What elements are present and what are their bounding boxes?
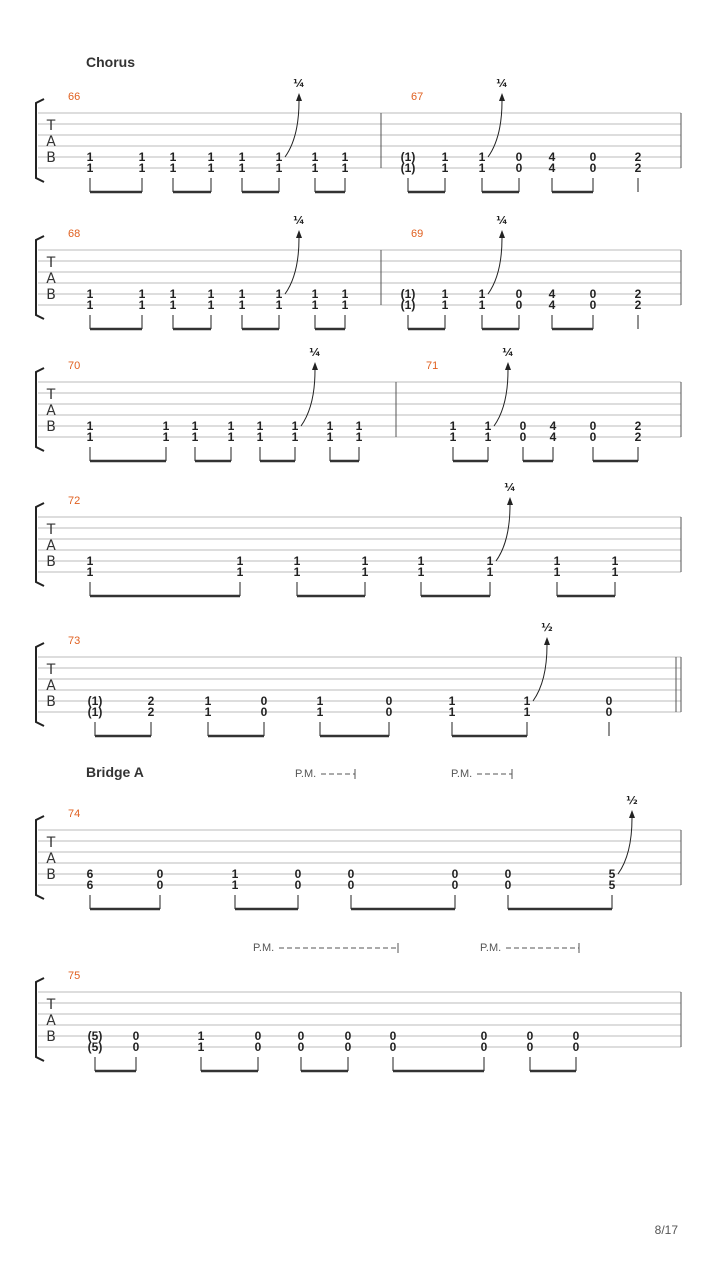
- staff-system-6: [36, 970, 681, 1071]
- fret-number: 1: [138, 298, 146, 312]
- bend-arrowhead: [507, 497, 513, 505]
- fret-number: 0: [605, 694, 613, 708]
- system-bracket: [36, 99, 44, 182]
- palm-mute-marker: [480, 942, 579, 954]
- fret-number: 1: [197, 1029, 205, 1043]
- fret-number: 1: [162, 430, 170, 444]
- fret-number: 0: [589, 161, 597, 175]
- fret-number: 0: [297, 1040, 305, 1054]
- fret-number: 4: [548, 150, 556, 164]
- fret-number: 5: [608, 878, 616, 892]
- fret-number: 1: [326, 419, 334, 433]
- fret-number: 1: [86, 554, 94, 568]
- fret-number: 2: [634, 161, 642, 175]
- system-bracket: [36, 643, 44, 726]
- fret-number: 1: [523, 694, 531, 708]
- tab-clef-letter: T: [46, 997, 56, 1013]
- fret-number: 2: [147, 705, 155, 719]
- tab-clef-letter: A: [46, 538, 56, 554]
- fret-number: 1: [553, 554, 561, 568]
- fret-number: 1: [191, 419, 199, 433]
- section-label-chorus: Chorus: [86, 54, 135, 70]
- fret-number: 1: [204, 705, 212, 719]
- bend-curve: [488, 101, 502, 157]
- fret-number: 0: [589, 287, 597, 301]
- bend-curve: [285, 238, 299, 294]
- fret-number: 1: [523, 705, 531, 719]
- tab-clef-letter: T: [46, 255, 56, 271]
- fret-number: (1): [87, 705, 103, 719]
- fret-number: 4: [548, 287, 556, 301]
- fret-number: 1: [227, 419, 235, 433]
- fret-number: 1: [311, 287, 319, 301]
- bend-curve: [285, 101, 299, 157]
- bend-arrowhead: [499, 93, 505, 101]
- staff-systems: [36, 77, 681, 1071]
- fret-number: 1: [361, 554, 369, 568]
- fret-number: 1: [484, 430, 492, 444]
- fret-number: 0: [605, 705, 613, 719]
- bend-curve: [618, 818, 632, 874]
- fret-number: 1: [256, 419, 264, 433]
- fret-number: 4: [549, 419, 557, 433]
- bend-amount: ¼: [293, 214, 305, 227]
- fret-number: 1: [341, 298, 349, 312]
- fret-number: 1: [138, 161, 146, 175]
- fret-number: 1: [448, 705, 456, 719]
- fret-number: 1: [169, 298, 177, 312]
- fret-number: 1: [207, 161, 215, 175]
- bend-arrowhead: [499, 230, 505, 238]
- fret-number: 0: [519, 419, 527, 433]
- measure-number: 72: [68, 495, 81, 507]
- fret-number: 1: [275, 161, 283, 175]
- bend-amount: ¼: [502, 346, 514, 359]
- fret-number: 0: [572, 1040, 580, 1054]
- fret-number: 1: [275, 150, 283, 164]
- fret-number: 1: [486, 554, 494, 568]
- bend-amount: ½: [626, 794, 638, 807]
- fret-number: 1: [478, 287, 486, 301]
- system-bracket: [36, 368, 44, 451]
- tab-clef-letter: A: [46, 851, 56, 867]
- fret-number: 0: [385, 694, 393, 708]
- fret-number: 1: [316, 705, 324, 719]
- fret-number: 1: [441, 298, 449, 312]
- fret-number: 1: [311, 150, 319, 164]
- bend-amount: ¼: [504, 481, 516, 494]
- fret-number: 0: [515, 150, 523, 164]
- fret-number: 1: [169, 287, 177, 301]
- section-label-bridge-a: Bridge A: [86, 764, 144, 780]
- fret-number: 4: [548, 298, 556, 312]
- staff-system-3: [36, 481, 681, 596]
- fret-number: 4: [548, 161, 556, 175]
- tab-clef-letter: A: [46, 271, 56, 287]
- tab-clef-letter: B: [46, 287, 56, 303]
- fret-number: 2: [634, 419, 642, 433]
- fret-number: (5): [87, 1029, 103, 1043]
- fret-number: 2: [634, 298, 642, 312]
- fret-number: 0: [294, 878, 302, 892]
- staff-system-2: [36, 346, 681, 461]
- fret-number: 1: [361, 565, 369, 579]
- fret-number: 1: [316, 694, 324, 708]
- fret-number: 0: [589, 430, 597, 444]
- bend-arrowhead: [312, 362, 318, 370]
- fret-number: 0: [389, 1029, 397, 1043]
- fret-number: 0: [589, 298, 597, 312]
- fret-number: 1: [191, 430, 199, 444]
- fret-number: 1: [291, 419, 299, 433]
- fret-number: 0: [344, 1040, 352, 1054]
- measure-number: 74: [68, 808, 81, 820]
- tab-clef-letter: T: [46, 387, 56, 403]
- fret-number: 1: [311, 298, 319, 312]
- measure-number: 75: [68, 970, 81, 982]
- fret-number: 1: [478, 298, 486, 312]
- fret-number: 0: [589, 150, 597, 164]
- measure-number: 71: [426, 360, 439, 372]
- fret-number: 1: [553, 565, 561, 579]
- staff-system-4: [36, 621, 681, 736]
- bend-curve: [494, 370, 508, 426]
- fret-number: 1: [484, 419, 492, 433]
- palm-mute-marker: [451, 768, 512, 780]
- fret-number: 1: [355, 419, 363, 433]
- fret-number: (1): [400, 150, 416, 164]
- fret-number: (1): [87, 694, 103, 708]
- fret-number: 1: [231, 878, 239, 892]
- fret-number: 1: [86, 287, 94, 301]
- fret-number: 2: [634, 150, 642, 164]
- palm-mute-label: P.M.: [253, 942, 275, 954]
- bend-curve: [488, 238, 502, 294]
- fret-number: 1: [417, 554, 425, 568]
- fret-number: 6: [86, 867, 94, 881]
- measure-number: 70: [68, 360, 81, 372]
- fret-number: 1: [478, 150, 486, 164]
- fret-number: 1: [86, 298, 94, 312]
- tab-clef-letter: T: [46, 118, 56, 134]
- bend-amount: ¼: [496, 77, 508, 90]
- fret-number: 0: [156, 867, 164, 881]
- fret-number: (1): [400, 287, 416, 301]
- fret-number: 1: [86, 430, 94, 444]
- fret-number: 0: [347, 878, 355, 892]
- system-bracket: [36, 816, 44, 899]
- fret-number: 1: [441, 161, 449, 175]
- fret-number: 1: [231, 867, 239, 881]
- fret-number: 0: [297, 1029, 305, 1043]
- fret-number: 1: [448, 694, 456, 708]
- fret-number: 0: [480, 1029, 488, 1043]
- fret-number: 2: [634, 430, 642, 444]
- fret-number: 0: [389, 1040, 397, 1054]
- measure-number: 68: [68, 228, 81, 240]
- tab-clef-letter: B: [46, 1029, 56, 1045]
- tab-clef-letter: A: [46, 134, 56, 150]
- fret-number: 1: [138, 150, 146, 164]
- bend-curve: [496, 505, 510, 561]
- tab-clef-letter: T: [46, 522, 56, 538]
- fret-number: 1: [611, 565, 619, 579]
- fret-number: 1: [256, 430, 264, 444]
- fret-number: 2: [634, 287, 642, 301]
- fret-number: 1: [227, 430, 235, 444]
- fret-number: 1: [341, 161, 349, 175]
- fret-number: 1: [478, 161, 486, 175]
- fret-number: 1: [611, 554, 619, 568]
- fret-number: 1: [86, 161, 94, 175]
- fret-number: 1: [341, 150, 349, 164]
- fret-number: 0: [260, 705, 268, 719]
- tab-clef-letter: B: [46, 554, 56, 570]
- bend-curve: [301, 370, 315, 426]
- fret-number: 1: [441, 287, 449, 301]
- fret-number: 1: [207, 150, 215, 164]
- fret-number: 1: [138, 287, 146, 301]
- tab-clef-letter: A: [46, 1013, 56, 1029]
- measure-number: 67: [411, 91, 424, 103]
- fret-number: 0: [451, 878, 459, 892]
- page-number: 8/17: [654, 1223, 678, 1237]
- fret-number: 1: [326, 430, 334, 444]
- measure-number: 73: [68, 635, 81, 647]
- fret-number: 0: [132, 1029, 140, 1043]
- fret-number: 0: [572, 1029, 580, 1043]
- fret-number: 1: [355, 430, 363, 444]
- bend-arrowhead: [629, 810, 635, 818]
- palm-mute-marker: [253, 942, 398, 954]
- fret-number: 0: [515, 161, 523, 175]
- fret-number: 1: [169, 150, 177, 164]
- tab-clef-letter: T: [46, 835, 56, 851]
- fret-number: (1): [400, 298, 416, 312]
- fret-number: 1: [204, 694, 212, 708]
- fret-number: 0: [451, 867, 459, 881]
- tab-clef-letter: B: [46, 419, 56, 435]
- fret-number: 1: [311, 161, 319, 175]
- system-bracket: [36, 978, 44, 1061]
- bend-arrowhead: [296, 93, 302, 101]
- fret-number: 1: [417, 565, 425, 579]
- fret-number: 0: [385, 705, 393, 719]
- fret-number: 0: [254, 1029, 262, 1043]
- bend-arrowhead: [505, 362, 511, 370]
- fret-number: 0: [589, 419, 597, 433]
- measure-number: 66: [68, 91, 81, 103]
- fret-number: 1: [238, 150, 246, 164]
- fret-number: 0: [526, 1029, 534, 1043]
- fret-number: 1: [238, 298, 246, 312]
- tab-clef-letter: B: [46, 150, 56, 166]
- palm-mute-label: P.M.: [295, 768, 317, 780]
- bend-amount: ¼: [309, 346, 321, 359]
- fret-number: 0: [132, 1040, 140, 1054]
- tab-clef-letter: A: [46, 678, 56, 694]
- fret-number: 1: [86, 419, 94, 433]
- fret-number: 1: [207, 287, 215, 301]
- fret-number: 1: [86, 150, 94, 164]
- bend-amount: ½: [541, 621, 553, 634]
- fret-number: 0: [480, 1040, 488, 1054]
- bend-curve: [533, 645, 547, 701]
- fret-number: 1: [236, 554, 244, 568]
- bend-arrowhead: [544, 637, 550, 645]
- fret-number: 0: [504, 867, 512, 881]
- fret-number: 1: [236, 565, 244, 579]
- fret-number: 1: [86, 565, 94, 579]
- fret-number: 0: [156, 878, 164, 892]
- fret-number: 0: [515, 287, 523, 301]
- bend-amount: ¼: [496, 214, 508, 227]
- fret-number: 5: [608, 867, 616, 881]
- fret-number: 4: [549, 430, 557, 444]
- fret-number: 1: [449, 430, 457, 444]
- fret-number: 1: [238, 287, 246, 301]
- fret-number: 0: [254, 1040, 262, 1054]
- staff-system-0: [36, 77, 681, 192]
- tab-clef-letter: B: [46, 867, 56, 883]
- fret-number: 1: [238, 161, 246, 175]
- palm-mute-label: P.M.: [480, 942, 502, 954]
- fret-number: 0: [515, 298, 523, 312]
- fret-number: (5): [87, 1040, 103, 1054]
- palm-mute-marker: [295, 768, 355, 780]
- fret-number: 1: [291, 430, 299, 444]
- tab-clef-letter: B: [46, 694, 56, 710]
- fret-number: 0: [294, 867, 302, 881]
- fret-number: 0: [519, 430, 527, 444]
- tab-clef-letter: T: [46, 662, 56, 678]
- fret-number: 1: [341, 287, 349, 301]
- fret-number: 0: [347, 867, 355, 881]
- fret-number: 0: [260, 694, 268, 708]
- fret-number: 1: [162, 419, 170, 433]
- fret-number: 2: [147, 694, 155, 708]
- staff-system-5: [36, 794, 681, 909]
- fret-number: 1: [197, 1040, 205, 1054]
- fret-number: 6: [86, 878, 94, 892]
- bend-amount: ¼: [293, 77, 305, 90]
- fret-number: 1: [441, 150, 449, 164]
- fret-number: 1: [207, 298, 215, 312]
- fret-number: (1): [400, 161, 416, 175]
- fret-number: 1: [275, 298, 283, 312]
- tab-clef-letter: A: [46, 403, 56, 419]
- fret-number: 1: [293, 565, 301, 579]
- fret-number: 0: [504, 878, 512, 892]
- fret-number: 0: [344, 1029, 352, 1043]
- bend-arrowhead: [296, 230, 302, 238]
- system-bracket: [36, 503, 44, 586]
- fret-number: 1: [275, 287, 283, 301]
- measure-number: 69: [411, 228, 424, 240]
- staff-system-1: [36, 214, 681, 329]
- fret-number: 1: [486, 565, 494, 579]
- fret-number: 1: [169, 161, 177, 175]
- palm-mute-label: P.M.: [451, 768, 473, 780]
- fret-number: 1: [449, 419, 457, 433]
- fret-number: 0: [526, 1040, 534, 1054]
- fret-number: 1: [293, 554, 301, 568]
- system-bracket: [36, 236, 44, 319]
